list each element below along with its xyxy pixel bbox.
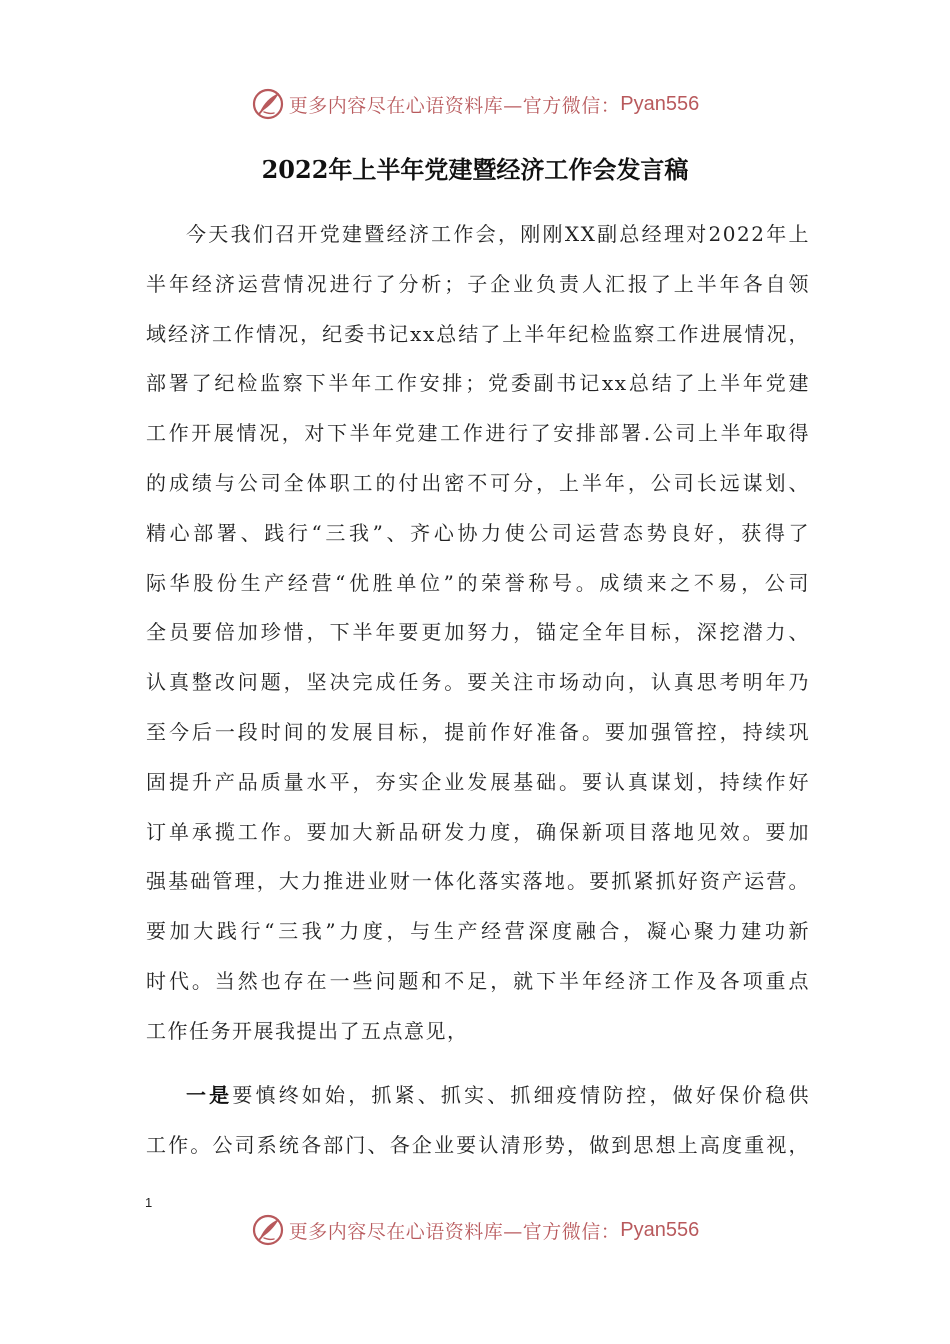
- paragraph-line: 全员要倍加珍惜，下半年要更加努力，锚定全年目标，深挖潜力、: [146, 620, 810, 645]
- paragraph-line: 部署了纪检监察下半年工作安排；党委副书记xx总结了上半年党建: [146, 371, 810, 396]
- paragraph-line: 要加大践行“三我”力度，与生产经营深度融合，凝心聚力建功新: [146, 919, 810, 944]
- paragraph-line: 的成绩与公司全体职工的付出密不可分，上半年，公司长远谋划、: [146, 470, 810, 495]
- header-wechat-id: Pyan556: [620, 92, 700, 115]
- paragraph-line: 时代。当然也存在一些问题和不足，就下半年经济工作及各项重点: [146, 968, 810, 993]
- paragraph-line: 至今后一段时间的发展目标，提前作好准备。要加强管控，持续巩: [146, 719, 810, 744]
- paragraph-line: 工作开展情况，对下半年党建工作进行了安排部署.公司上半年取得: [146, 421, 810, 446]
- paragraph-line: 工作。公司系统各部门、各企业要认清形势，做到思想上高度重视，: [146, 1132, 810, 1157]
- quill-logo-icon: [251, 1213, 285, 1247]
- paragraph-line: 订单承揽工作。要加大新品研发力度，确保新项目落地见效。要加: [146, 819, 810, 844]
- footer-wechat-id: Pyan556: [620, 1218, 700, 1241]
- paragraph-line: 半年经济运营情况进行了分析；子企业负责人汇报了上半年各自领: [146, 271, 810, 296]
- quill-logo-icon: [251, 87, 285, 121]
- footer-banner: [0, 1210, 950, 1250]
- document-title: 2022年上半年党建暨经济工作会发言稿: [261, 155, 689, 184]
- footer-banner-text: 更多内容尽在心语资料库—官方微信：: [288, 1220, 621, 1243]
- paragraph-line: 域经济工作情况，纪委书记xx总结了上半年纪检监察工作进展情况，: [146, 321, 810, 346]
- paragraph-line: 认真整改问题，坚决完成任务。要关注市场动向，认真思考明年乃: [146, 670, 810, 695]
- paragraph-1: [146, 210, 810, 1057]
- paragraph-lead: 一是: [186, 1083, 233, 1107]
- header-banner: [0, 84, 950, 124]
- paragraph-2: [146, 1071, 810, 1171]
- paragraph-line: 强基础管理，大力推进业财一体化落实落地。要抓紧抓好资产运营。: [146, 869, 810, 894]
- paragraph-line: 固提升产品质量水平，夯实企业发展基础。要认真谋划，持续作好: [146, 769, 810, 794]
- paragraph-line: 际华股份生产经营“优胜单位”的荣誉称号。成绩来之不易，公司: [146, 570, 810, 595]
- paragraph-line: 精心部署、践行“三我”、齐心协力使公司运营态势良好，获得了: [146, 520, 810, 545]
- header-banner-text: 更多内容尽在心语资料库—官方微信：: [288, 94, 621, 117]
- paragraph-line: 今天我们召开党建暨经济工作会，刚刚XX副总经理对2022年上: [186, 222, 810, 246]
- paragraph-line-rest: 要慎终如始，抓紧、抓实、抓细疫情防控，做好保价稳供: [232, 1083, 811, 1107]
- page-number: 1: [145, 1195, 153, 1210]
- paragraph-line: 工作任务开展我提出了五点意见，: [146, 1018, 469, 1043]
- paragraph-line: [146, 1071, 810, 1121]
